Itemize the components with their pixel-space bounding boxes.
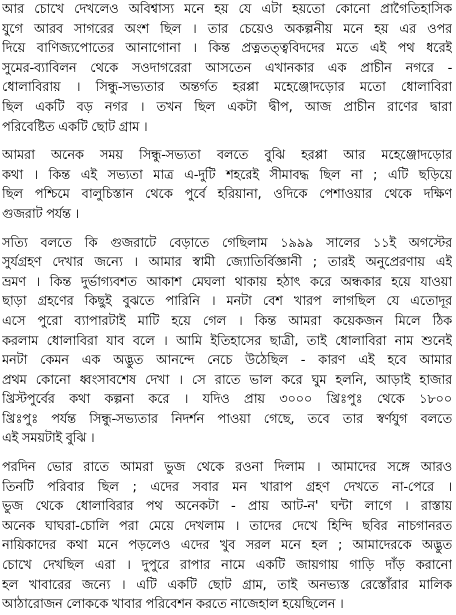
text-line: এই সময়টাই বুঝি ।	[2, 431, 95, 447]
text-line: সুর্যগ্রহণ দেখার জন্যে । আমার স্বামী জ্যোতির্বিজ্ঞানী ; তারই অনুপ্রেরণায় এই	[2, 255, 452, 271]
text-line: সুমের-ব্যাবিলন থেকে সওদাগরেরা আসতেন এখানকার এক প্রাচীন নগরে -	[2, 60, 452, 76]
text-line: হল খাবারের জন্যে । এটি একটি ছোট গ্রাম, তাই অনভ্যস্ত রেস্তোঁরার মালিক	[2, 577, 452, 593]
paragraph-eclipse-trip	[2, 234, 452, 450]
text-line: পরদিন ভোর রাতে আমরা ভুজ থেকে রওনা দিলাম । আমাদের সঙ্গে আরও	[2, 460, 452, 476]
text-line: ধোলাবিরায় । সিন্ধু-সভ্যতার অন্তর্গত হরপ্পা মহেঞ্জোদড়োর মতো ধোলাবিরা	[2, 80, 452, 96]
text-line: প্রথম কোনো ধ্বংসাবশেষ দেখা । সে রাতে ভাল করে ঘুম হলনি, আড়াই হাজার	[2, 372, 452, 388]
text-line: যুগে আরব সাগরের অংশ ছিল । তার চেয়েও অকল্পনীয় মনে হয় এর ওপর	[2, 21, 452, 37]
text-line: খ্রিস্টপুর্বের কথা কল্পনা করে । যদিও প্রায় ৩০০০ খ্রিঃপুঃ থেকে ১৮০০	[2, 392, 452, 408]
paragraph-journey-from-bhuj	[2, 458, 452, 615]
paragraph-indus-extent	[2, 146, 452, 224]
text-line: পরিবেষ্টিত একটি ছোট গ্রাম ।	[2, 119, 148, 135]
text-line: ছিল পশ্চিমে বালুচিস্তান থেকে পুর্বে হরিয়ানা, ওদিকে পেশাওয়ার থেকে দক্ষিণ	[2, 187, 452, 203]
text-line: আমরা অনেক সময় সিন্ধু-সভ্যতা বলতে বুঝি হরপ্পা আর মহেঞ্জোদড়োর	[2, 148, 452, 164]
paragraph-gap	[2, 137, 452, 146]
paragraph-dholavira-intro	[2, 0, 452, 137]
text-line: তিনটি পরিবার ছিল ; এদের সবার মন খারাপ গ্রহণ দেখতে না-পেরে ।	[2, 479, 452, 495]
text-line: মনটা কেমন এক অদ্ভুত আনন্দে নেচে উঠেছিল - কারণ এই হবে আমার	[2, 353, 452, 369]
text-line: ভ্রমণ । কিন্ত দুর্ভাগ্যবশত আকাশ মেঘলা থাকায় হঠাৎ করে অন্ধকার হয়ে যাওয়া	[2, 274, 452, 290]
text-line: নায়িকাদের কথা মনে পড়লেও এদের খুব সরল মনে হল ; আমাদেরকে অদ্ভুত	[2, 538, 452, 554]
text-line: গুজরাট পর্যন্ত ।	[2, 206, 79, 222]
text-line: ছাড়া গ্রহণের কিছুই বুঝতে পারিনি । মনটা বেশ খারপ লাগছিল যে এতোদূর	[2, 294, 452, 310]
text-line: ছিল একটি বড় নগর । তখন ছিল একটা দ্বীপ, আজ প্রাচীন রাণের দ্বারা	[2, 99, 452, 115]
text-line: সত্যি বলতে কি গুজরাটে বেড়াতে গেছিলাম ১৯৯৯ সালের ১১ই অগস্টের	[2, 235, 452, 251]
text-line: আর চোখে দেখলেও অবিশ্বাস্য মনে হয় যে এটা হয়তো কোনো প্রাগৈতিহাসিক	[2, 2, 452, 17]
text-line: অনেক ঘাঘরা-চোলি পরা মেয়ে দেখলাম । তাদের দেখে হিন্দি ছবির নাচগানরত	[2, 518, 452, 534]
paragraph-gap	[2, 225, 452, 234]
text-line: দিয়ে বাণিজ্যপোতের আনাগোনা । কিন্ত প্রত্নতত্ত্ববিদদের মতে এই পথ ধরেই	[2, 41, 452, 57]
text-line: খ্রিঃপুঃ পর্যন্ত সিন্ধু-সভ্যতার নিদর্শন পাওয়া গেছে, তবে তার স্বর্ণযুগ বলতে	[2, 411, 452, 427]
document-page	[2, 0, 452, 615]
text-line: এসে পুরো ব্যাপারটাই মাটি হয়ে গেল । কিন্ত আমরা কয়েকজন মিলে ঠিক	[2, 313, 452, 329]
paragraph-gap	[2, 449, 452, 458]
text-line: করলাম ধোলাবিরা যাব বলে । আমি ইতিহাসের ছাত্রী, তাই ধোলাবিরা নাম শুনেই	[2, 333, 452, 349]
text-line: চোখে দেখছিল এরা । দুপুরে রাপার নামে একটি জায়গায় গাড়ি দাঁড় করানো	[2, 558, 452, 574]
text-line: কথা । কিন্ত এই সভ্যতা মাত্র এ-দুটি শহরেই সীমাবদ্ধ ছিল না ; এটি ছড়িয়ে	[2, 167, 452, 183]
text-line: ভুজ থেকে ধোলাবিরার পথ অনেকটা - প্রায় আট-ন' ঘন্টা লাগে । রাস্তায়	[2, 499, 452, 515]
text-line: আঠারোজন লোককে খাবার পরিবেশন করতে নাজেহাল হয়েছিলেন ।	[2, 597, 344, 613]
